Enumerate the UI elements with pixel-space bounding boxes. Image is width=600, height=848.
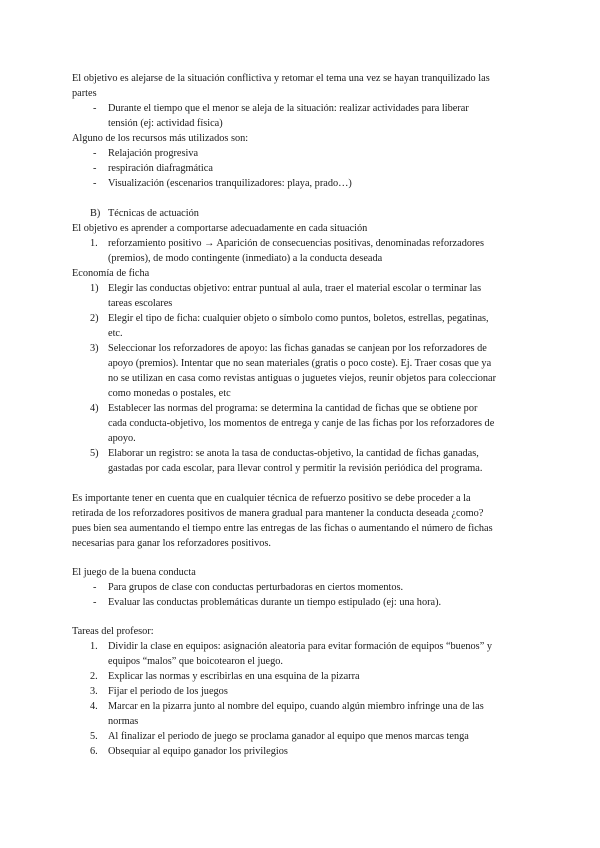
list-number: 5) bbox=[90, 448, 99, 459]
bullet-dash: - bbox=[93, 103, 97, 114]
intro-bullet: Durante el tiempo que el menor se aleja de la situación: realizar actividades para liberar bbox=[108, 103, 469, 114]
juego-item: Evaluar las conductas problemáticas durante un tiempo estipulado (ej: una hora). bbox=[108, 597, 442, 608]
bullet-dash: - bbox=[93, 597, 97, 608]
ficha-item: Seleccionar los reforzadores de apoyo: las fichas ganadas se canjean por los reforzadores de bbox=[108, 343, 487, 354]
intro-paragraph: El objetivo es alejarse de la situación conflictiva y retomar el tema una vez se hayan tranquilizado las bbox=[72, 73, 490, 84]
tareas-heading: Tareas del profesor: bbox=[72, 626, 154, 637]
importante-paragraph: retirada de los reforzadores positivos de manera gradual para mantener la conducta deseada ¿como? bbox=[72, 508, 484, 519]
ficha-item-cont: tareas escolares bbox=[108, 298, 173, 309]
recursos-heading: Alguno de los recursos más utilizados son: bbox=[72, 133, 249, 144]
tecnicas-item: reforzamiento positivo → Aparición de consecuencias positivas, denominadas reforzadores bbox=[108, 238, 484, 249]
recurso-item: respiración diafragmática bbox=[108, 163, 213, 174]
juego-heading: El juego de la buena conducta bbox=[72, 567, 196, 578]
list-number: 4) bbox=[90, 403, 99, 414]
tecnicas-objective: El objetivo es aprender a comportarse adecuadamente en cada situación bbox=[72, 223, 368, 234]
list-number: 6. bbox=[90, 746, 98, 757]
ficha-item: Elaborar un registro: se anota la tasa de conductas-objetivo, la cantidad de fichas ganadas, bbox=[108, 448, 479, 459]
recurso-item: Relajación progresiva bbox=[108, 148, 199, 159]
tareas-item: Obsequiar al equipo ganador los privilegios bbox=[108, 746, 288, 757]
list-number: 2. bbox=[90, 671, 98, 682]
ficha-item-cont: etc. bbox=[108, 328, 123, 339]
tareas-item-cont: normas bbox=[108, 716, 139, 727]
list-number: 5. bbox=[90, 731, 98, 742]
list-number: 4. bbox=[90, 701, 98, 712]
ficha-item: Elegir las conductas objetivo: entrar puntual al aula, traer el material escolar o terminar las bbox=[108, 283, 482, 294]
tareas-item: Marcar en la pizarra junto al nombre del equipo, cuando algún miembro infringe una de las bbox=[108, 701, 484, 712]
bullet-dash: - bbox=[93, 582, 97, 593]
importante-paragraph: necesarias para ganar los reforzadores positivos. bbox=[72, 538, 271, 549]
ficha-item: Establecer las normas del programa: se determina la cantidad de fichas que se obtiene por bbox=[108, 403, 478, 414]
tareas-item: Fijar el periodo de los juegos bbox=[108, 686, 228, 697]
ficha-item-cont: como monedas o postales, etc bbox=[108, 388, 231, 399]
list-number: 1. bbox=[90, 238, 98, 249]
importante-paragraph: Es importante tener en cuenta que en cualquier técnica de refuerzo positivo se debe proceder a la bbox=[72, 493, 471, 504]
list-number: 3) bbox=[90, 343, 99, 354]
ficha-heading: Economía de ficha bbox=[72, 268, 150, 279]
list-number: 1. bbox=[90, 641, 98, 652]
list-number: 2) bbox=[90, 313, 99, 324]
importante-paragraph: pues bien sea aumentando el tiempo entre las entregas de las fichas o aumentando el número de fichas bbox=[72, 523, 493, 534]
tecnicas-title: Técnicas de actuación bbox=[108, 208, 199, 219]
bullet-dash: - bbox=[93, 178, 97, 189]
tareas-item: Dividir la clase en equipos: asignación aleatoria para evitar formación de equipos “buenos” y bbox=[108, 641, 492, 652]
list-number: 3. bbox=[90, 686, 98, 697]
tecnicas-item-cont: (premios), de modo contingente (inmediato) a la conducta deseada bbox=[108, 253, 383, 264]
recurso-item: Visualización (escenarios tranquilizadores: playa, prado…) bbox=[108, 178, 352, 189]
tareas-item: Al finalizar el periodo de juego se proclama ganador al equipo que menos marcas tenga bbox=[108, 731, 469, 742]
bullet-dash: - bbox=[93, 163, 97, 174]
intro-bullet-cont: tensión (ej: actividad física) bbox=[108, 118, 223, 129]
ficha-item-cont: gastadas por cada escolar, para llevar control y permitir la revisión periódica del programa. bbox=[108, 463, 483, 474]
ficha-item-cont: cada conducta-objetivo, los momentos de entrega y canje de las fichas por los reforzadores de bbox=[108, 418, 495, 429]
ficha-item-cont: apoyo. bbox=[108, 433, 136, 444]
tareas-item: Explicar las normas y escribirlas en una esquina de la pizarra bbox=[108, 671, 360, 682]
section-marker: B) bbox=[90, 208, 101, 219]
ficha-item: Elegir el tipo de ficha: cualquier objeto o símbolo como puntos, boletos, estrellas, pegatinas, bbox=[108, 313, 489, 324]
bullet-dash: - bbox=[93, 148, 97, 159]
ficha-item-cont: no se utilizan en casa como revistas antiguas o juguetes viejos, reunir objetos para coleccionar bbox=[108, 373, 497, 384]
ficha-item-cont: apoyo (premios). Intentar que no sean materiales (gratis o poco coste). Ej. Traer cosas que ya bbox=[108, 358, 492, 369]
tareas-item-cont: equipos “malos” que boicotearon el juego. bbox=[108, 656, 283, 667]
intro-paragraph-cont: partes bbox=[72, 88, 97, 99]
list-number: 1) bbox=[90, 283, 99, 294]
juego-item: Para grupos de clase con conductas perturbadoras en ciertos momentos. bbox=[108, 582, 404, 593]
